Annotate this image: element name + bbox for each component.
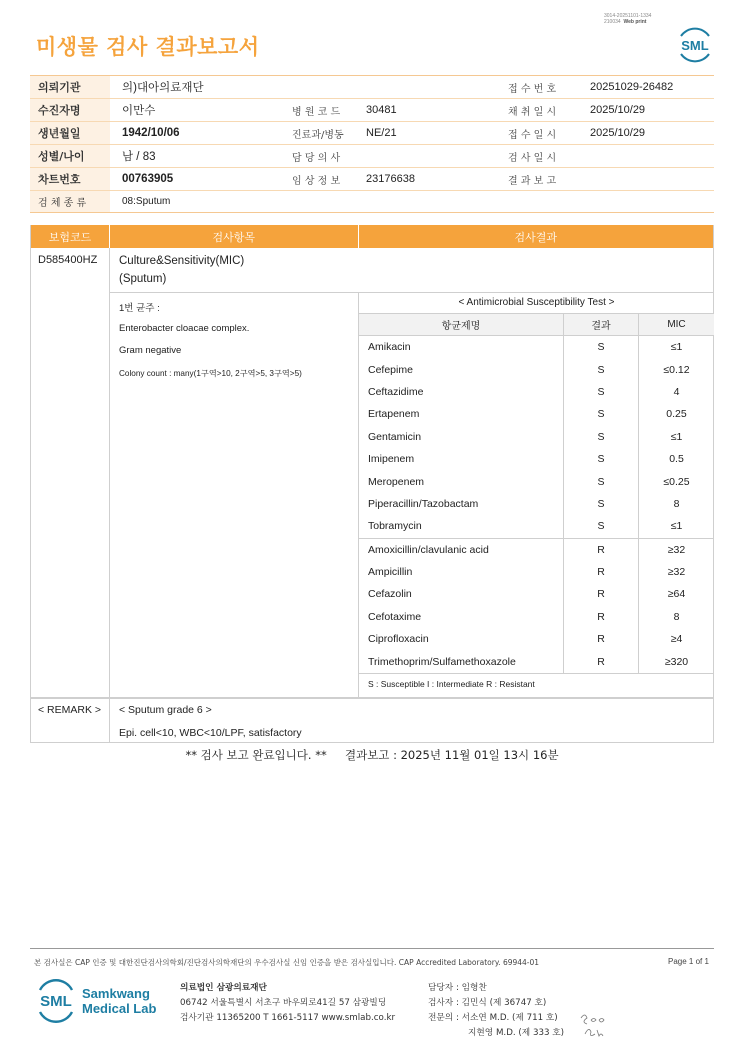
drug-mic: ≥32 [667,566,686,579]
drug-name: Cefepime [359,358,564,380]
drug-name: Trimethoprim/Sulfamethoxazole [359,650,564,672]
header-code: 보험코드 [31,225,110,248]
drug-mic: ≤0.25 [663,475,690,488]
label-specimen: 검 체 종 류 [30,191,110,212]
ast-row [359,515,714,537]
drug-mic: 8 [673,610,680,623]
drug-mic: ≥4 [670,633,683,646]
ast-row [359,539,714,561]
label-receive-date: 접 수 일 시 [508,129,557,141]
footer-logo [36,978,156,1024]
ast-col-mic: MIC [667,319,686,330]
staff-manager: 담당자 : 임형찬 [428,983,487,993]
info-row [30,191,714,213]
drug-name: Gentamicin [359,426,564,448]
drug-name: Ceftazidime [359,381,564,403]
drug-mic: 0.25 [666,408,687,421]
drug-result: R [564,561,639,583]
result-table [30,225,714,699]
label-test-date: 검 사 일 시 [508,152,557,164]
drug-result: S [564,381,639,403]
label-report: 결 과 보 고 [508,175,557,187]
label-doctor: 담 당 의 사 [292,152,341,164]
value-clinical: 23176638 [366,173,415,185]
drug-name: Cefotaxime [359,606,564,628]
value-specimen: 08:Sputum [122,196,171,207]
drug-result: S [564,493,639,515]
drug-mic: ≤1 [670,430,683,443]
label-receipt-no: 접 수 번 호 [508,83,557,95]
drug-result: S [564,336,639,358]
ast-row [359,628,714,650]
organism-info [119,300,359,390]
label-sex-age: 성별/나이 [30,145,110,167]
drug-result: S [564,515,639,537]
ast-title: < Antimicrobial Susceptibility Test > [359,292,714,314]
print-id: 3014-20251101-1334 [604,13,652,19]
ast-col-result: 결과 [564,314,639,335]
ast-row [359,336,714,358]
print-meta [604,13,651,25]
value-chart: 00763905 [122,173,174,185]
drug-name: Amoxicillin/clavulanic acid [359,539,564,561]
ast-table [359,292,714,695]
ast-row [359,403,714,425]
drug-name: Meropenem [359,470,564,492]
drug-result: R [564,583,639,605]
drug-name: Cefazolin [359,583,564,605]
sml-logo-text: SML [681,38,709,53]
ast-row [359,606,714,628]
footer-note: 본 검사실은 CAP 인증 및 대한진단검사의학회/진단검사의학재단의 우수검사실 신임 인증을 받은 검사실입니다. CAP Accredited Laboratory. 69944-01 [34,958,540,967]
drug-name: Imipenem [359,448,564,470]
info-row [30,145,714,168]
ast-legend: S : Susceptible I : Intermediate R : Resistant [359,673,714,695]
drug-name: Tobramycin [359,515,564,537]
drug-result: S [564,448,639,470]
label-patient: 수진자명 [30,99,110,121]
staff-specialist-2: 지현영 M.D. (제 333 호) [468,1028,565,1038]
value-requester: 의)대아의료재단 [122,82,204,94]
ast-row [359,561,714,583]
drug-result: S [564,358,639,380]
drug-name: Piperacillin/Tazobactam [359,493,564,515]
footer-logo-name-1: Samkwang [82,986,150,1001]
sml-footer-logo-text: SML [40,993,72,1010]
info-row [30,168,714,191]
drug-mic: ≥320 [664,655,689,668]
footer-divider [30,948,714,949]
ast-group-resistant [359,539,714,673]
drug-result: S [564,470,639,492]
info-row [30,122,714,145]
ast-row [359,381,714,403]
label-chart: 차트번호 [30,168,110,190]
remark-line-2: Epi. cell<10, WBC<10/LPF, satisfactory [119,727,302,739]
remark-section [30,697,714,743]
drug-name: Amikacin [359,336,564,358]
sml-logo-icon [676,26,714,64]
ast-row [359,583,714,605]
remark-label: < REMARK > [31,698,110,742]
test-code: D585400HZ [31,248,110,698]
label-clinical: 임 상 정 보 [292,175,341,187]
print-code: 210034 [604,19,621,25]
value-patient: 이만수 [122,105,156,117]
page-title: 미생물 검사 결과보고서 [36,35,260,59]
signature-icon [577,1008,617,1042]
drug-mic: 0.5 [669,453,684,466]
value-dept: NE/21 [366,127,397,139]
org-contact: 검사기관 11365200 T 1661-5117 www.smlab.co.kr [180,1013,396,1023]
info-row [30,99,714,122]
info-row [30,76,714,99]
ast-row [359,470,714,492]
ast-header [359,314,714,336]
patient-info-table [30,75,714,213]
drug-mic: 8 [673,497,680,510]
organism-name: Enterobacter cloacae complex. [119,322,250,334]
drug-result: R [564,628,639,650]
ast-row [359,650,714,672]
test-name: Culture&Sensitivity(MIC) [119,255,245,267]
drug-mic: ≥64 [667,588,686,601]
drug-name: Ampicillin [359,561,564,583]
org-name: 의료법인 삼광의료재단 [180,983,267,993]
label-dob: 생년월일 [30,122,110,144]
drug-name: Ciprofloxacin [359,628,564,650]
gram-stain: Gram negative [119,345,182,356]
value-collect-date: 2025/10/29 [590,104,646,116]
test-item [119,252,244,288]
footer-logo-name-2: Medical Lab [82,1001,157,1016]
sml-footer-logo-icon [36,978,76,1024]
footer-organization [180,981,395,1026]
footer-staff [428,981,564,1041]
drug-result: R [564,539,639,561]
ast-row [359,493,714,515]
colony-count: Colony count : many(1구역>10, 2구역>5, 3구역>5) [119,368,302,378]
print-label: Web print [623,19,647,25]
footer-logo-name [82,986,156,1016]
test-specimen: (Sputum) [119,273,167,285]
ast-row [359,358,714,380]
result-header [31,225,713,248]
remark-line-1: < Sputum grade 6 > [119,704,212,716]
drug-mic: ≥32 [667,543,686,556]
drug-result: S [564,403,639,425]
ast-col-drug: 항균제명 [359,314,564,335]
header-result: 검사결과 [514,230,558,244]
completion-text: ** 검사 보고 완료입니다. ** 결과보고 : 2025년 11월 01일 13시 16분 [185,748,559,762]
label-blank-1 [278,76,358,98]
drug-mic: ≤1 [670,341,683,354]
staff-specialist-1: 전문의 : 서소연 M.D. (제 711 호) [428,1013,558,1023]
drug-mic: 4 [673,385,680,398]
label-hospital-code: 병 원 코 드 [292,106,341,118]
ast-row [359,448,714,470]
staff-tester: 검사자 : 김민식 (제 36747 호) [428,998,547,1008]
header-item: 검사항목 [110,225,359,248]
label-requester: 의뢰기관 [30,76,110,98]
drug-result: R [564,606,639,628]
org-address: 06742 서울특별시 서초구 바우뫼로41길 57 삼광빌딩 [180,998,387,1008]
print-code-line [604,19,651,25]
label-dept: 진료과/병동 [292,129,344,141]
value-receipt-no: 20251029-26482 [590,81,674,93]
drug-mic: ≤0.12 [663,363,690,376]
drug-name: Ertapenem [359,403,564,425]
value-dob: 1942/10/06 [122,127,180,139]
label-collect-date: 채 취 일 시 [508,106,557,118]
ast-group-susceptible [359,336,714,538]
drug-mic: ≤1 [670,520,683,533]
drug-result: R [564,650,639,672]
ast-row [359,426,714,448]
organism-no: 1번 균주 : [119,303,160,314]
drug-result: S [564,426,639,448]
value-receive-date: 2025/10/29 [590,127,646,139]
value-hospital-code: 30481 [366,104,397,116]
value-sex-age: 남 / 83 [122,151,156,163]
page-number: Page 1 of 1 [668,957,709,966]
result-body [31,248,713,698]
